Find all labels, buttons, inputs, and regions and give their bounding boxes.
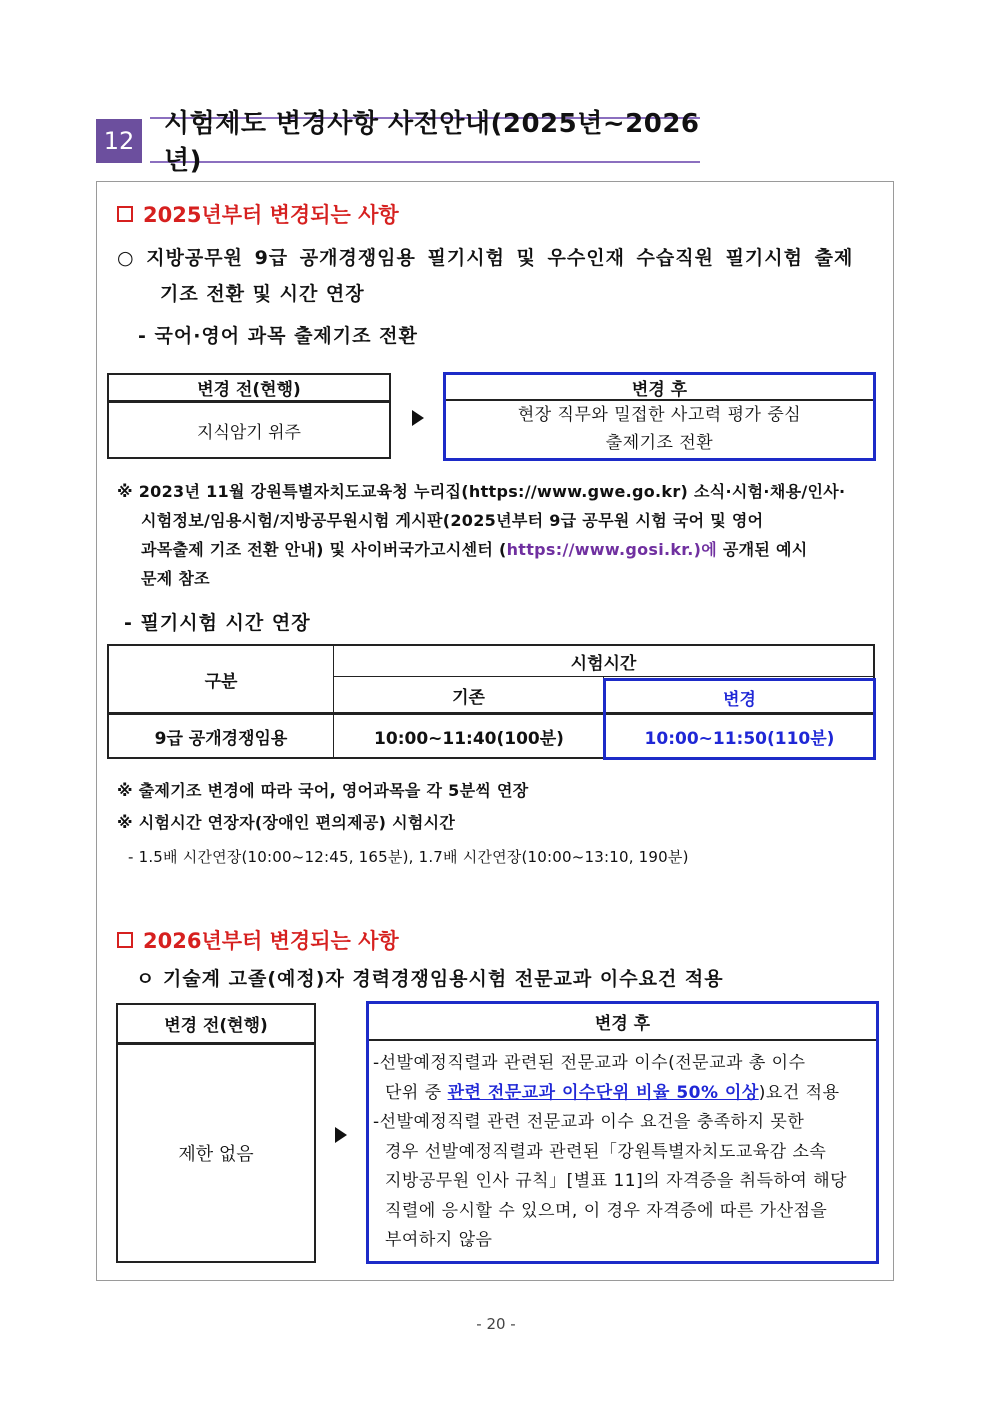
- note-reference: [117, 477, 889, 593]
- gosi-link[interactable]: https://www.gosi.kr.)에: [506, 540, 717, 559]
- table1-after-header: 변경 후: [446, 375, 873, 401]
- bullet-2025-line2: 기조 전환 및 시간 연장: [160, 283, 365, 305]
- checkbox-square-icon: [117, 206, 133, 222]
- table1-before-value: 지식암기 위주: [107, 401, 391, 459]
- table3-after-header: 변경 후: [369, 1004, 876, 1041]
- table2-row-changed: 10:00~11:50(110분): [644, 728, 835, 749]
- sub-heading-time-extension: - 필기시험 시간 연장: [124, 612, 311, 634]
- table1-after-value: [446, 401, 873, 458]
- table3-before-header: 변경 전(현행): [116, 1003, 316, 1044]
- table2-col-existing: 기존: [334, 677, 604, 713]
- table3-after-line4: 경우 선발예정직렬과 관련된「강원특별자치도교육감 소속: [385, 1141, 827, 1162]
- ratio-requirement: 관련 전문교과 이수단위 비율 50% 이상: [447, 1082, 759, 1103]
- section-number: 12: [96, 119, 142, 163]
- table3-after-line6: 직렬에 응시할 수 있으며, 이 경우 자격증에 따른 가산점을: [385, 1200, 828, 1221]
- table2-row-label: 9급 공개경쟁임용: [109, 715, 334, 757]
- table3-after-line2-text: 단위 중: [385, 1082, 448, 1103]
- note-reference-line1: ※ 2023년 11월 강원특별자치도교육청 누리집(https://www.gwe.go.kr) 소식·시험·채용/인사·: [117, 482, 846, 501]
- arrow-right-icon: [335, 1127, 347, 1143]
- note-reference-line2: 시험정보/임용시험/지방공무원시험 게시판(2025년부터 9급 공무원 시험 국어 및 영어: [141, 511, 764, 530]
- table2-col-category: 구분: [109, 646, 334, 713]
- heading-2025-label: 2025년부터 변경되는 사항: [143, 203, 399, 227]
- table1-after-value-line1: 현장 직무와 밀접한 사고력 평가 중심: [517, 405, 802, 425]
- table2-row-existing: 10:00~11:40(100분): [374, 728, 564, 749]
- note-disability-detail: - 1.5배 시간연장(10:00~12:45, 165분), 1.7배 시간연장(10:00~13:10, 190분): [128, 848, 689, 866]
- bullet-2026: ㅇ 기술계 고졸(예정)자 경력경쟁임용시험 전문교과 이수요건 적용: [136, 968, 724, 990]
- page-number: - 20 -: [476, 1315, 516, 1333]
- table1-after-value-line2: 출제기조 전환: [605, 433, 714, 453]
- bullet-2025-line1: ○ 지방공무원 9급 공개경쟁임용 필기시험 및 우수인재 수습직원 필기시험 출제: [117, 247, 854, 269]
- table2-col-changed: 변경: [723, 689, 756, 710]
- table3-after-line5: 지방공무원 인사 규칙」[별표 11]의 자격증을 취득하여 해당: [385, 1171, 848, 1191]
- table3-after-line1: -선발예정직렬과 관련된 전문교과 이수(전문교과 총 이수: [373, 1053, 806, 1073]
- heading-2026: [117, 925, 399, 955]
- checkbox-square-icon: [117, 932, 133, 948]
- note-reference-line3: [117, 535, 889, 564]
- note-disability-time: ※ 시험시간 연장자(장애인 편의제공) 시험시간: [117, 813, 456, 832]
- heading-2026-label: 2026년부터 변경되는 사항: [143, 929, 399, 953]
- table3-before-value: 제한 없음: [116, 1043, 316, 1263]
- note-reference-line3-text: 과목출제 기조 전환 안내) 및 사이버국가고시센터 (: [141, 540, 507, 559]
- table3-after-line3: -선발예정직렬 관련 전문교과 이수 요건을 충족하지 못한: [373, 1112, 805, 1132]
- sub-heading-subject-change: - 국어·영어 과목 출제기조 전환: [138, 325, 418, 347]
- table2-col-time: 시험시간: [334, 646, 873, 677]
- table3-after-line7: 부여하지 않음: [385, 1230, 493, 1250]
- note-subject-extension: ※ 출제기조 변경에 따라 국어, 영어과목을 각 5분씩 연장: [117, 781, 529, 800]
- table1-before-header: 변경 전(현행): [107, 373, 391, 402]
- section-title: 시험제도 변경사항 사전안내(2025년~2026년): [150, 117, 700, 163]
- table3-after-value: [373, 1049, 873, 1256]
- note-reference-line4: 문제 참조: [141, 569, 210, 588]
- table3-after-line2-tail: )요건 적용: [758, 1082, 840, 1103]
- note-reference-line3-tail: 공개된 예시: [716, 540, 808, 559]
- heading-2025: [117, 199, 399, 229]
- arrow-right-icon: [412, 410, 424, 426]
- table3-after-line2: [373, 1079, 873, 1109]
